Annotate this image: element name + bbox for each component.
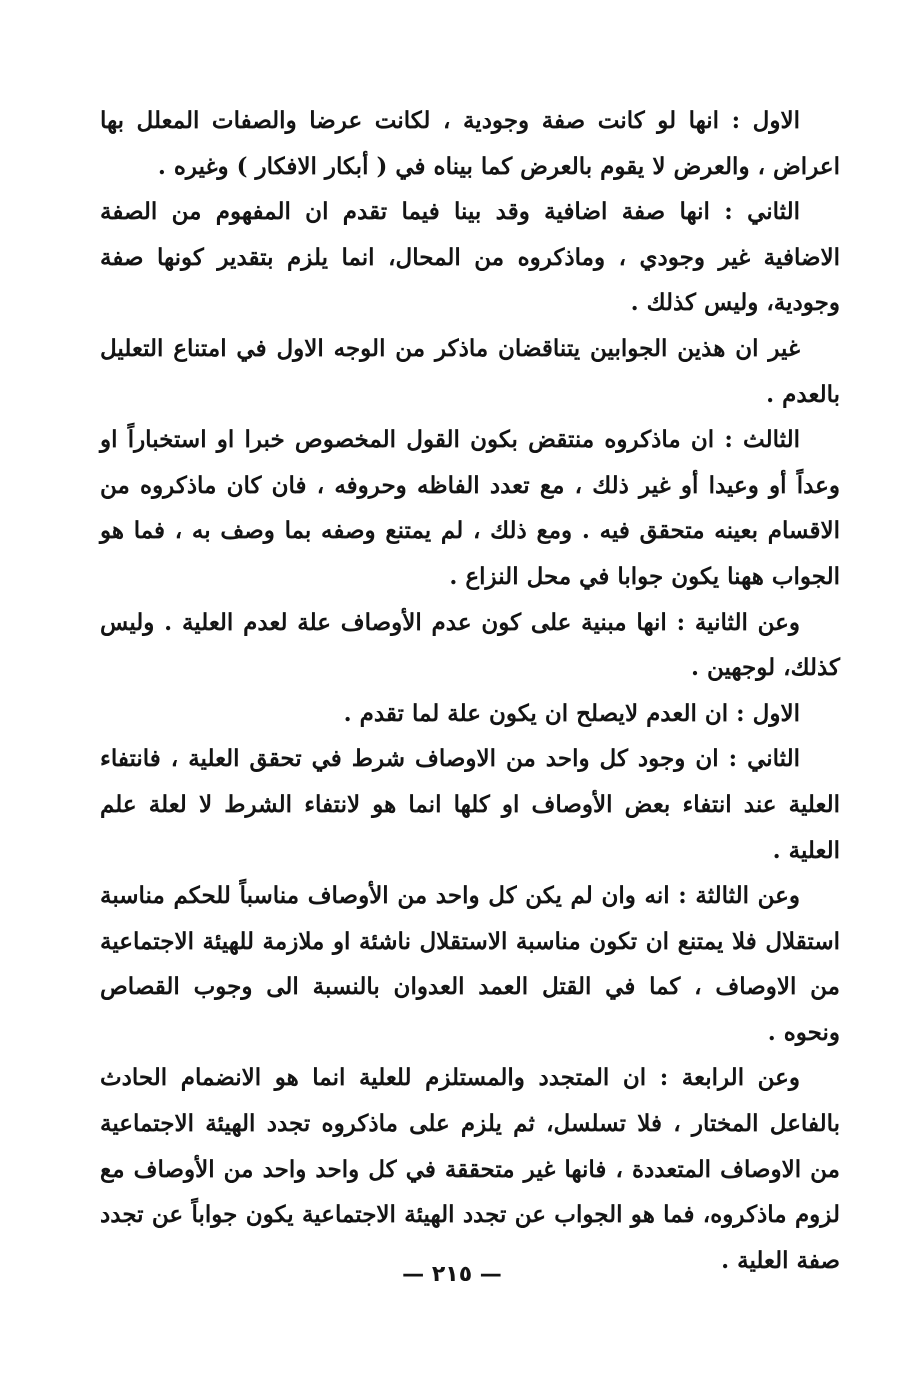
- paragraph-2: الثاني : انها صفة اضافية وقد بينا فيما تقدم ان المفهوم من الصفة الاضافية غير وجودي ، وماذكروه من المحال، انما يلزم بتقدير كونها صفة وجودية، وليس كذلك .: [100, 198, 840, 317]
- body-text: [100, 98, 840, 1283]
- paragraph-1: الاول : انها لو كانت صفة وجودية ، لكانت عرضا والصفات المعلل بها اعراض ، والعرض لا يقوم بالعرض كما بيناه في ( أبكار الافكار ) وغيره .: [100, 107, 840, 180]
- paragraph-8: وعن الثالثة : انه وان لم يكن كل واحد من الأوصاف مناسباً للحكم مناسبة استقلال فلا يمتنع ان تكون مناسبة الاستقلال ناشئة او ملازمة للهيئة الاجتماعية من الاوصاف ، كما في القتل العمد العدوان بالنسبة الى وجوب القصاص ونحوه .: [100, 882, 840, 1046]
- paragraph-4: الثالث : ان ماذكروه منتقض بكون القول المخصوص خبرا او استخباراً او وعداً أو وعيدا أو غير ذلك ، مع تعدد الفاظه وحروفه ، فان كان ماذكروه من الاقسام بعينه متحقق فيه . ومع ذلك ، لم يمتنع وصفه بما وصف به ، فما هو الجواب ههنا يكون جوابا في محل النزاع .: [100, 426, 840, 590]
- paragraph-6: الاول : ان العدم لايصلح ان يكون علة لما تقدم .: [343, 699, 800, 727]
- paragraph-7: الثاني : ان وجود كل واحد من الاوصاف شرط في تحقق العلية ، فانتفاء العلية عند انتفاء بعض الأوصاف او كلها انما هو لانتفاء الشرط لا لعلة علم العلية .: [100, 745, 840, 864]
- paragraph-3: غير ان هذين الجوابين يتناقضان ماذكر من الوجه الاول في امتناع التعليل بالعدم .: [100, 334, 840, 408]
- page-number: — ٢١٥ —: [402, 1262, 502, 1287]
- paragraph-9: وعن الرابعة : ان المتجدد والمستلزم للعلية انما هو الانضمام الحادث بالفاعل المختار ، فلا تسلسل، ثم يلزم على ماذكروه تجدد الهيئة الاجتماعية من الاوصاف المتعددة ، فانها غير متحققة في كل واحد واحد من الأوصاف مع لزوم ماذكروه، فما هو الجواب عن تجدد الهيئة الاجتماعية يكون جواباً عن تجدد صفة العلية .: [100, 1064, 840, 1274]
- paragraph-5: وعن الثانية : انها مبنية على كون عدم الأوصاف علة لعدم العلية . وليس كذلك، لوجهين .: [100, 608, 840, 682]
